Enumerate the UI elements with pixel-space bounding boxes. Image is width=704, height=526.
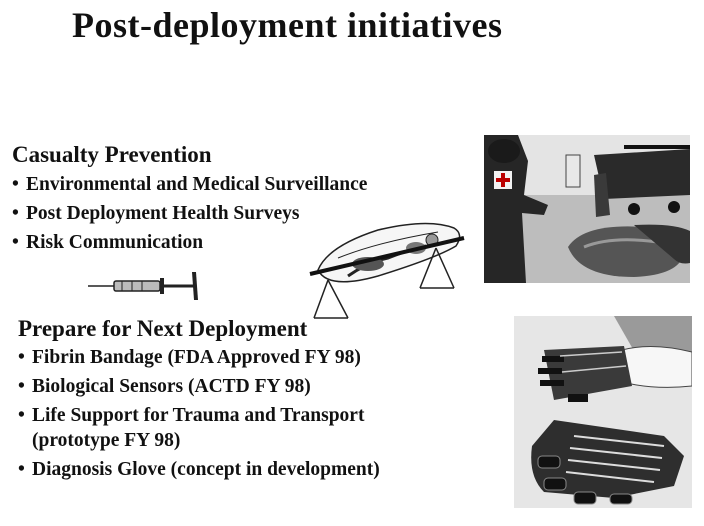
list-item: • Fibrin Bandage (FDA Approved FY 98) <box>18 347 361 368</box>
robotic-gloves-photo <box>514 316 692 508</box>
page-title: Post-deployment initiatives <box>72 5 503 45</box>
list-item: • Risk Communication <box>12 232 204 253</box>
list-item: • Environmental and Medical Surveillance <box>12 174 368 195</box>
section-heading-next-deployment: Prepare for Next Deployment <box>18 316 308 341</box>
syringe-icon <box>88 266 208 306</box>
list-item-continuation: (prototype FY 98) <box>32 430 181 451</box>
medic-helicopter-photo <box>484 135 690 283</box>
list-item: • Biological Sensors (ACTD FY 98) <box>18 376 311 397</box>
stretcher-pod-illustration <box>308 218 468 326</box>
section-heading-casualty-prevention: Casualty Prevention <box>12 142 212 167</box>
list-item: • Life Support for Trauma and Transport <box>18 405 365 426</box>
list-item: • Diagnosis Glove (concept in development) <box>18 459 380 480</box>
list-item: • Post Deployment Health Surveys <box>12 203 300 224</box>
next-deployment-list <box>18 343 380 484</box>
